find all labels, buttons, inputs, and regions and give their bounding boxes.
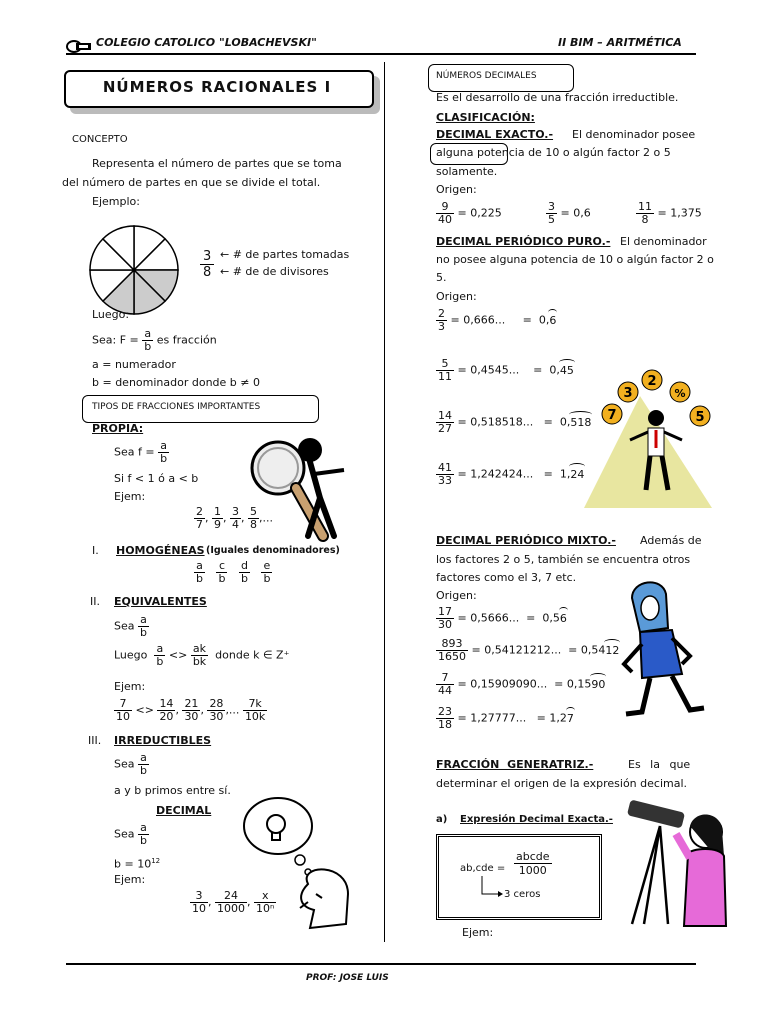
footer-rule [66, 963, 696, 965]
exacto-txt3: solamente. [436, 165, 498, 178]
equiv-sea: Sea $\frac{a}{b}$ [114, 613, 147, 639]
ejem-decimal: Ejem: [114, 873, 146, 886]
concept-text-2: del número de partes en que se divide el total. [62, 176, 321, 189]
homog-examples: $\frac{a}{b}$ $\frac{c}{b}$ $\frac{d}{b}$ $\frac{e}{b}$ [196, 559, 271, 585]
example-fraction: 3 8 [200, 249, 214, 280]
header-school: COLEGIO CATOLICO "LOBACHEVSKI" [96, 36, 317, 49]
b-eq: $b = 10^{12}$ [114, 857, 161, 871]
mixto-ex-3: $\frac{7}{44}$ = 0,15909090... = 0,1590 [438, 671, 606, 697]
puro-ex-1: $\frac{2}{3}$ = 0,666... = 0,6 [438, 307, 557, 333]
decimal-sea: Sea $\frac{a}{b}$ [114, 821, 147, 847]
juggle-num-percent: % [674, 387, 686, 400]
propia-heading: PROPIA: [92, 422, 144, 435]
equiv-heading: EQUIVALENTES [114, 595, 207, 608]
puro-txt1: El denominador [620, 235, 707, 248]
puro-txt3: 5. [436, 271, 447, 284]
decimal-heading: DECIMAL [156, 804, 212, 817]
header-rule [66, 53, 696, 55]
exacto-ex-1: $\frac{9}{40}$ = 0,225 [438, 200, 502, 226]
types-heading: TIPOS DE FRACCIONES IMPORTANTES [92, 402, 261, 412]
mixto-ex-2: $\frac{893}{1650}$ = 0,54121212... = 0,5412 [438, 637, 620, 663]
exacto-txt1: El denominador posee [572, 128, 696, 141]
equiv-examples: $\frac{7}{10}$ <> $\frac{14}{20}$ , $\frac{21}{30}$ , $\frac{28}{30}$ ,... $\frac{7k}{10k}$ [116, 697, 266, 723]
exacto-origen: Origen: [436, 183, 477, 196]
walking-figure-illustration [612, 574, 712, 728]
box-ceros: 3 ceros [504, 889, 541, 900]
ejem-propia: Ejem: [114, 490, 146, 503]
irred-num: III. [88, 734, 102, 747]
header-course: II BIM – ARITMÉTICA [558, 36, 682, 49]
irred-sea: Sea $\frac{a}{b}$ [114, 751, 147, 777]
pie-diagram [88, 224, 180, 320]
numerador-def: a = numerador [92, 358, 176, 371]
box-arrow [478, 876, 504, 904]
homog-num: I. [92, 544, 99, 557]
magnifier-illustration [248, 428, 356, 552]
irred-heading: IRREDUCTIBLES [114, 734, 212, 747]
sea-fe: Sea f = $\frac{a}{b}$ [114, 439, 168, 465]
mixto-ex-4: $\frac{23}{18}$ = 1,27777... = 1,27 [438, 705, 574, 731]
decimal-examples: $\frac{3}{10}$ , $\frac{24}{1000}$ , $\frac{x}{\text{10ⁿ}}$ [192, 889, 275, 915]
puro-ex-2: $\frac{5}{11}$ = 0,4545... = 0,45 [438, 357, 574, 383]
ejem-gen: Ejem: [462, 926, 494, 939]
puro-heading: DECIMAL PERIÓDICO PURO.- [436, 235, 611, 248]
juggler-illustration [584, 366, 714, 514]
generatriz-heading: FRACCIÓN GENERATRIZ.- [436, 758, 594, 771]
exp-title: Expresión Decimal Exacta.- [460, 814, 613, 825]
propia-examples: $\frac{2}{7}$ , $\frac{1}{9}$ , $\frac{3}{4}$ , $\frac{5}{8}$ ,... [196, 505, 273, 531]
example-label: Ejemplo: [92, 195, 140, 208]
concept-text-1: Representa el número de partes que se toma [92, 157, 342, 170]
si-f: Si f < 1 ó a < b [114, 472, 199, 485]
formula-box [436, 834, 602, 920]
thinking-illustration [238, 794, 358, 938]
concept-heading: CONCEPTO [72, 134, 128, 145]
telescope-illustration [624, 796, 728, 932]
exacto-txt2: alguna potencia de 10 o algún factor 2 o 5 [436, 146, 671, 159]
mixto-txt2: los factores 2 o 5, también se encuentra otros [436, 553, 691, 566]
mixto-txt3: factores como el 3, 7 etc. [436, 571, 577, 584]
luego-label: Luego: [92, 308, 130, 321]
puro-origen: Origen: [436, 290, 477, 303]
juggle-num-3: 3 [623, 386, 633, 401]
top-label: ← # de partes tomadas [220, 248, 350, 261]
mixto-origen: Origen: [436, 589, 477, 602]
mixto-txt1: Además de [640, 534, 702, 547]
sea-f: Sea: F = $\frac{a}{b}$ es fracción [92, 327, 217, 353]
equiv-luego: Luego $\frac{a}{b}$ <> $\frac{ak}{bk}$ donde k ∈ Z⁺ [114, 642, 290, 668]
puro-ex-3: $\frac{14}{27}$ = 0,518518... = 0,518 [438, 409, 592, 435]
irred-primos: a y b primos entre sí. [114, 784, 231, 797]
column-divider [384, 62, 385, 942]
decimales-heading: NÚMEROS DECIMALES [436, 71, 537, 81]
homog-heading: HOMOGÉNEAS [116, 544, 205, 557]
bottom-label: ← # de de divisores [220, 265, 329, 278]
equiv-num: II. [90, 595, 100, 608]
exp-a-label: a) [436, 814, 448, 825]
footer-teacher: PROF: JOSE LUIS [306, 973, 389, 983]
denominador-def: b = denominador donde b ≠ 0 [92, 376, 260, 389]
gen-txt2: determinar el origen de la expresión decimal. [436, 777, 688, 790]
mixto-ex-1: $\frac{17}{30}$ = 0,5666... = 0,56 [438, 605, 567, 631]
juggle-num-5: 5 [695, 410, 705, 425]
homog-note: (Iguales denominadores) [206, 545, 340, 556]
gen-txt1: Es la que [628, 758, 691, 771]
clasif-heading: CLASIFICACIÓN: [436, 111, 535, 124]
decimales-def: Es el desarrollo de una fracción irreductible. [436, 91, 679, 104]
juggle-num-2: 2 [647, 374, 657, 389]
exacto-ex-2: $\frac{3}{5}$ = 0,6 [548, 200, 591, 226]
mixto-heading: DECIMAL PERIÓDICO MIXTO.- [436, 534, 616, 547]
exacto-ex-3: $\frac{11}{8}$ = 1,375 [638, 200, 702, 226]
exacto-heading: DECIMAL EXACTO.- [436, 128, 554, 141]
puro-txt2: no posee alguna potencia de 10 o algún factor 2 o [436, 253, 714, 266]
page-title: NÚMEROS RACIONALES I [102, 78, 332, 96]
header-logo [66, 38, 92, 51]
box-frac: abcde 1000 [516, 850, 550, 877]
box-left: ab,cde = [460, 863, 506, 874]
ejem-equiv: Ejem: [114, 680, 146, 693]
puro-ex-4: $\frac{41}{33}$ = 1,242424... = 1,24 [438, 461, 585, 487]
juggle-num-7: 7 [607, 408, 617, 423]
